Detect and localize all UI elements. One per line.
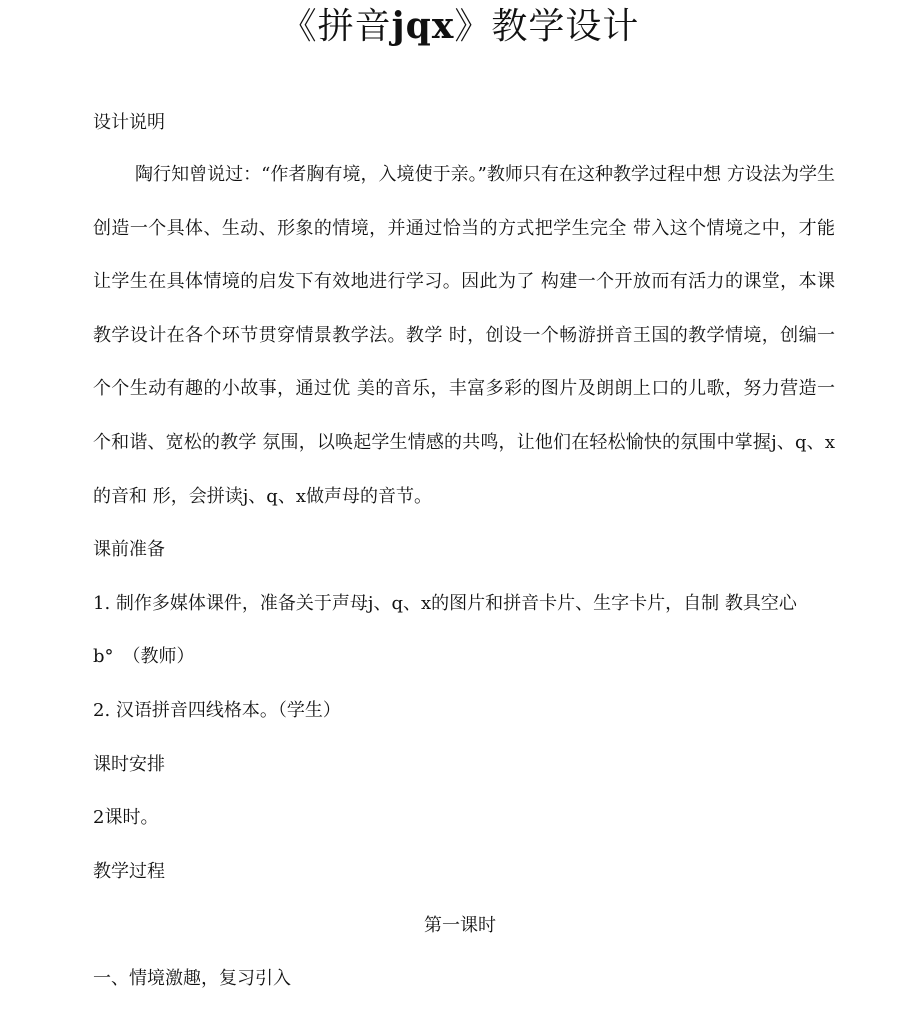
heading-schedule: 课时安排 [93,754,165,775]
heading-design-notes: 设计说明 [93,112,165,133]
lesson-title: 第一课时 [424,915,496,936]
preparation-item-1-line-1: 1. 制作多媒体课件，准备关于声母j、q、x的图片和拼音卡片、生字卡片，自制 教具空心 [93,593,797,614]
design-notes-paragraph [93,148,835,523]
title-prefix: 《拼音 [280,6,392,47]
title-latin: jqx [391,5,455,47]
design-notes-text: 陶行知曾说过：“作者胸有境，入境使于亲。”教师只有在这种教学过程中想 方设法为学生创造一个具体、生动、形象的情境，并通过恰当的方式把学生完全 带入这个情境之中，才能让学生在具体情境的启发下有效地进行学习。因此为了 构建一个开放而有活力的课堂，本课教学设计在各个环节贯穿情景教学法。教学 时，创设一个畅游拼音王国的教学情境，创编一个个生动有趣的小故事，通过优 美的音乐，丰富多彩的图片及朗朗上口的儿歌，努力营造一个和谐、宽松的教学 氛围，以唤起学生情感的共鸣，让他们在轻松愉快的氛围中掌握j、q、x的音和 形，会拼读j、q、x做声母的音节。 [93,164,835,507]
title-suffix: 》教学设计 [454,6,640,47]
preparation-item-1-line-2: b° （教师） [93,646,195,667]
heading-process: 教学过程 [93,861,165,882]
document-title [0,4,920,49]
heading-preparation: 课前准备 [93,539,165,560]
process-step-1: 一、情境激趣，复习引入 [93,968,291,989]
preparation-item-2: 2. 汉语拼音四线格本。（学生） [93,700,341,721]
schedule-value: 2课时。 [93,807,159,828]
